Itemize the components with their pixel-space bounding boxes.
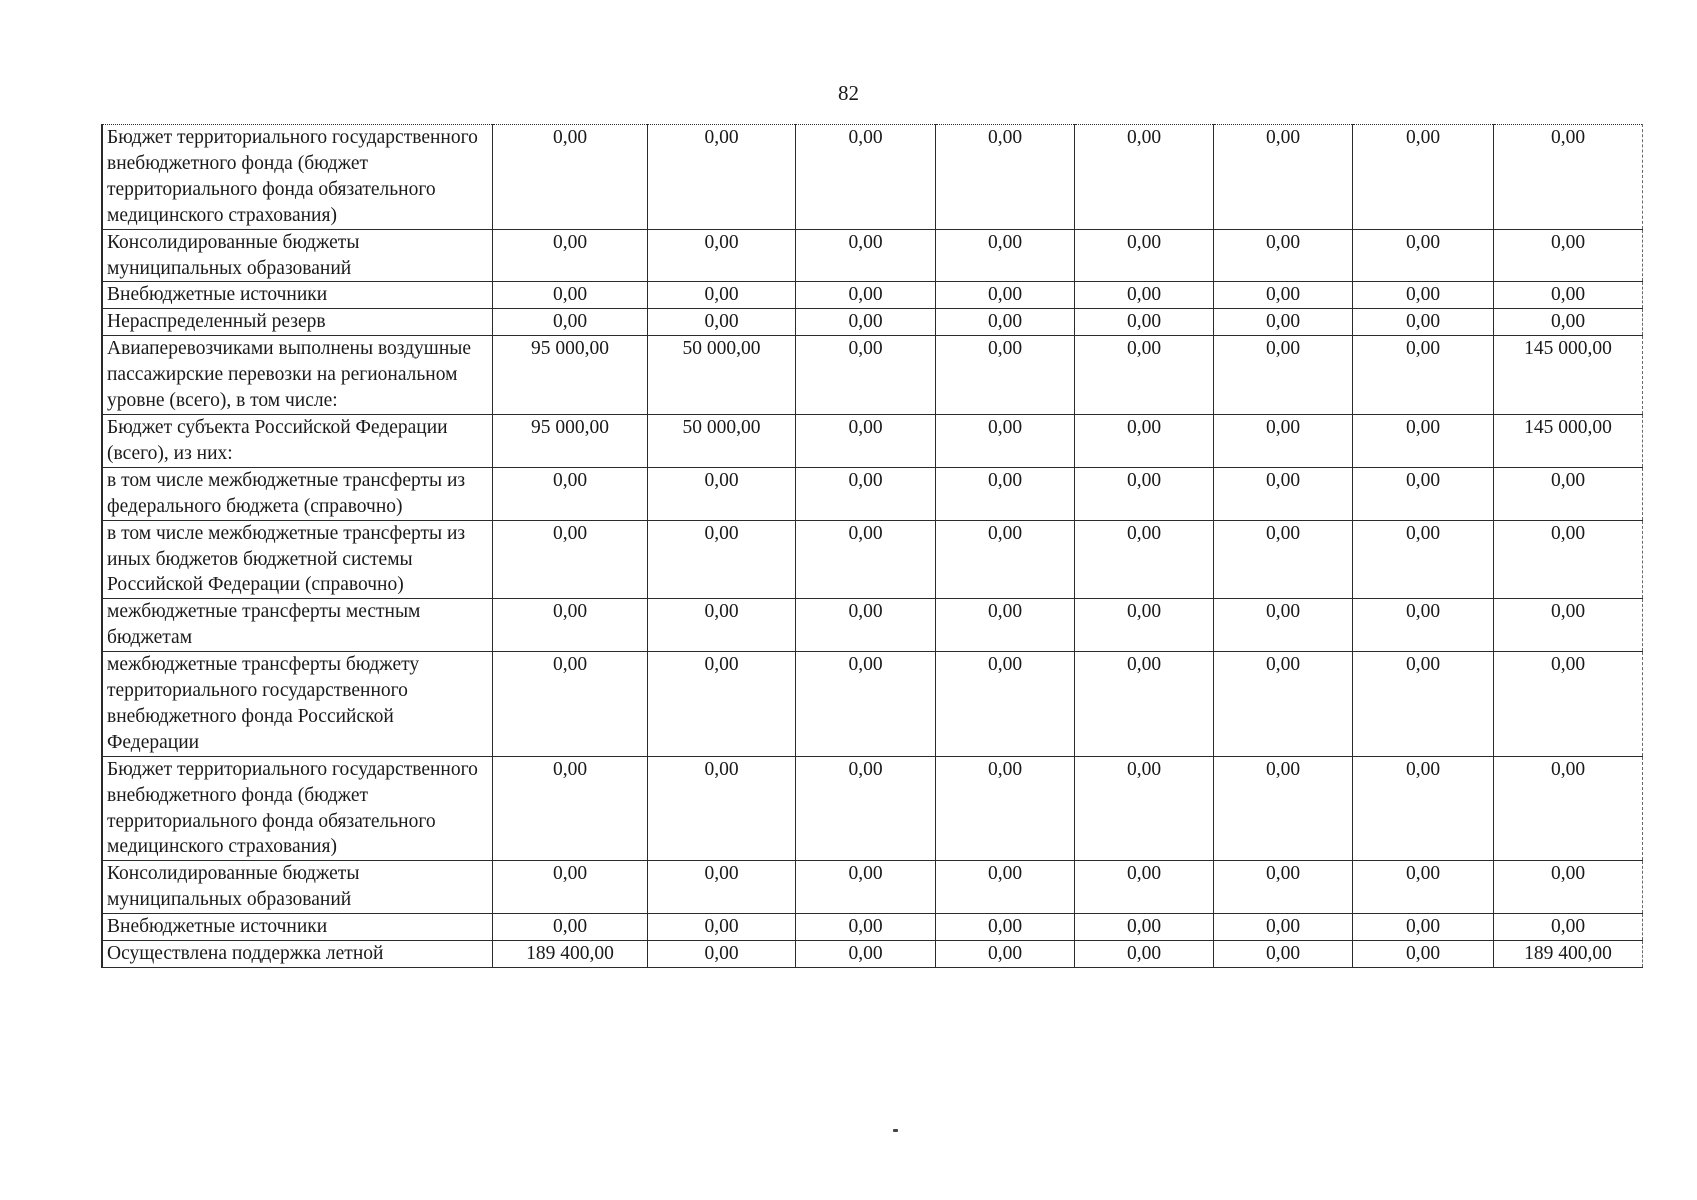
row-label: Бюджет территориального государственного внебюджетного фонда (бюджет территориального фонда обязательного медицинского страхования) — [102, 125, 492, 230]
value-cell: 0,00 — [1074, 467, 1213, 520]
value-cell: 0,00 — [1352, 520, 1493, 599]
value-cell: 0,00 — [795, 652, 935, 757]
table-row — [102, 125, 1642, 230]
table-row — [102, 414, 1642, 467]
value-cell: 0,00 — [1213, 941, 1352, 968]
value-cell: 0,00 — [935, 652, 1074, 757]
value-cell: 0,00 — [647, 861, 795, 914]
value-cell: 50 000,00 — [647, 336, 795, 415]
row-label: Осуществлена поддержка летной — [102, 941, 492, 968]
table-body — [102, 125, 1642, 968]
value-cell: 0,00 — [935, 229, 1074, 282]
value-cell: 0,00 — [1352, 467, 1493, 520]
row-label: Консолидированные бюджеты муниципальных образований — [102, 861, 492, 914]
value-cell: 0,00 — [1213, 309, 1352, 336]
row-label: межбюджетные трансферты бюджету территориального государственного внебюджетного фонда Российской Федерации — [102, 652, 492, 757]
row-label: межбюджетные трансферты местным бюджетам — [102, 599, 492, 652]
row-label: Бюджет субъекта Российской Федерации (всего), из них: — [102, 414, 492, 467]
value-cell: 0,00 — [1352, 914, 1493, 941]
value-cell: 0,00 — [1493, 309, 1642, 336]
value-cell: 0,00 — [1074, 756, 1213, 861]
value-cell: 0,00 — [795, 125, 935, 230]
value-cell: 0,00 — [1074, 336, 1213, 415]
value-cell: 0,00 — [795, 229, 935, 282]
value-cell: 0,00 — [935, 125, 1074, 230]
value-cell: 0,00 — [1352, 652, 1493, 757]
value-cell: 0,00 — [1352, 861, 1493, 914]
value-cell: 0,00 — [647, 309, 795, 336]
value-cell: 0,00 — [1213, 229, 1352, 282]
value-cell: 0,00 — [1493, 861, 1642, 914]
value-cell: 0,00 — [1074, 914, 1213, 941]
row-label: Нераспределенный резерв — [102, 309, 492, 336]
value-cell: 0,00 — [492, 861, 647, 914]
budget-table — [101, 124, 1643, 968]
row-label: Внебюджетные источники — [102, 282, 492, 309]
value-cell: 189 400,00 — [1493, 941, 1642, 968]
value-cell: 0,00 — [1074, 229, 1213, 282]
value-cell: 0,00 — [647, 520, 795, 599]
value-cell: 0,00 — [935, 336, 1074, 415]
value-cell: 0,00 — [1074, 599, 1213, 652]
row-label: Авиаперевозчиками выполнены воздушные пассажирские перевозки на региональном уровне (всего), в том числе: — [102, 336, 492, 415]
value-cell: 0,00 — [795, 282, 935, 309]
value-cell: 0,00 — [1213, 914, 1352, 941]
table-row — [102, 309, 1642, 336]
value-cell: 0,00 — [647, 125, 795, 230]
value-cell: 0,00 — [795, 599, 935, 652]
value-cell: 0,00 — [647, 599, 795, 652]
value-cell: 0,00 — [1213, 756, 1352, 861]
value-cell: 0,00 — [935, 941, 1074, 968]
value-cell: 0,00 — [1074, 125, 1213, 230]
value-cell: 0,00 — [795, 309, 935, 336]
value-cell: 0,00 — [1213, 125, 1352, 230]
value-cell: 0,00 — [647, 941, 795, 968]
page-number: 82 — [838, 81, 859, 105]
value-cell: 0,00 — [1213, 282, 1352, 309]
value-cell: 0,00 — [1352, 336, 1493, 415]
value-cell: 0,00 — [647, 914, 795, 941]
value-cell: 95 000,00 — [492, 414, 647, 467]
value-cell: 0,00 — [795, 467, 935, 520]
value-cell: 0,00 — [795, 336, 935, 415]
value-cell: 0,00 — [795, 861, 935, 914]
stray-mark — [893, 1129, 898, 1132]
value-cell: 0,00 — [1213, 467, 1352, 520]
value-cell: 0,00 — [492, 520, 647, 599]
value-cell: 0,00 — [492, 756, 647, 861]
value-cell: 0,00 — [1352, 414, 1493, 467]
value-cell: 0,00 — [1493, 467, 1642, 520]
row-label: в том числе межбюджетные трансферты из иных бюджетов бюджетной системы Российской Федерации (справочно) — [102, 520, 492, 599]
value-cell: 0,00 — [1493, 652, 1642, 757]
value-cell: 0,00 — [935, 599, 1074, 652]
value-cell: 0,00 — [935, 861, 1074, 914]
value-cell: 0,00 — [492, 652, 647, 757]
value-cell: 0,00 — [795, 756, 935, 861]
value-cell: 0,00 — [492, 467, 647, 520]
value-cell: 0,00 — [492, 914, 647, 941]
value-cell: 0,00 — [1352, 599, 1493, 652]
value-cell: 0,00 — [1213, 336, 1352, 415]
value-cell: 0,00 — [935, 914, 1074, 941]
table-row — [102, 756, 1642, 861]
value-cell: 0,00 — [647, 467, 795, 520]
value-cell: 0,00 — [935, 520, 1074, 599]
value-cell: 0,00 — [1493, 756, 1642, 861]
value-cell: 0,00 — [795, 914, 935, 941]
value-cell: 0,00 — [1074, 282, 1213, 309]
table-row — [102, 336, 1642, 415]
value-cell: 0,00 — [1074, 414, 1213, 467]
value-cell: 0,00 — [492, 125, 647, 230]
value-cell: 95 000,00 — [492, 336, 647, 415]
value-cell: 0,00 — [1493, 599, 1642, 652]
row-label: Внебюджетные источники — [102, 914, 492, 941]
value-cell: 0,00 — [647, 282, 795, 309]
value-cell: 0,00 — [492, 599, 647, 652]
table-row — [102, 914, 1642, 941]
value-cell: 0,00 — [1074, 652, 1213, 757]
value-cell: 0,00 — [1074, 941, 1213, 968]
value-cell: 0,00 — [1493, 125, 1642, 230]
value-cell: 0,00 — [1074, 861, 1213, 914]
value-cell: 0,00 — [935, 309, 1074, 336]
value-cell: 0,00 — [935, 414, 1074, 467]
table-row — [102, 282, 1642, 309]
table-row — [102, 467, 1642, 520]
value-cell: 0,00 — [1213, 861, 1352, 914]
value-cell: 145 000,00 — [1493, 336, 1642, 415]
value-cell: 0,00 — [1352, 941, 1493, 968]
table-row — [102, 861, 1642, 914]
value-cell: 0,00 — [795, 414, 935, 467]
value-cell: 0,00 — [1074, 520, 1213, 599]
value-cell: 0,00 — [647, 756, 795, 861]
value-cell: 0,00 — [647, 652, 795, 757]
value-cell: 0,00 — [1074, 309, 1213, 336]
value-cell: 0,00 — [492, 282, 647, 309]
table-row — [102, 520, 1642, 599]
value-cell: 0,00 — [492, 229, 647, 282]
value-cell: 0,00 — [1352, 756, 1493, 861]
value-cell: 0,00 — [492, 309, 647, 336]
table-row — [102, 652, 1642, 757]
value-cell: 145 000,00 — [1493, 414, 1642, 467]
value-cell: 0,00 — [1213, 652, 1352, 757]
value-cell: 0,00 — [1493, 914, 1642, 941]
row-label: в том числе межбюджетные трансферты из федерального бюджета (справочно) — [102, 467, 492, 520]
table-row — [102, 599, 1642, 652]
value-cell: 50 000,00 — [647, 414, 795, 467]
value-cell: 0,00 — [1352, 309, 1493, 336]
value-cell: 0,00 — [1213, 520, 1352, 599]
table-row — [102, 229, 1642, 282]
value-cell: 0,00 — [1352, 282, 1493, 309]
value-cell: 0,00 — [1493, 282, 1642, 309]
value-cell: 0,00 — [1352, 125, 1493, 230]
value-cell: 0,00 — [647, 229, 795, 282]
value-cell: 0,00 — [1493, 520, 1642, 599]
value-cell: 0,00 — [1352, 229, 1493, 282]
value-cell: 0,00 — [795, 941, 935, 968]
value-cell: 0,00 — [795, 520, 935, 599]
value-cell: 0,00 — [935, 282, 1074, 309]
row-label: Бюджет территориального государственного внебюджетного фонда (бюджет территориального фонда обязательного медицинского страхования) — [102, 756, 492, 861]
value-cell: 0,00 — [1213, 414, 1352, 467]
value-cell: 0,00 — [935, 756, 1074, 861]
value-cell: 0,00 — [1213, 599, 1352, 652]
value-cell: 0,00 — [1493, 229, 1642, 282]
table-row — [102, 941, 1642, 968]
value-cell: 189 400,00 — [492, 941, 647, 968]
value-cell: 0,00 — [935, 467, 1074, 520]
row-label: Консолидированные бюджеты муниципальных образований — [102, 229, 492, 282]
